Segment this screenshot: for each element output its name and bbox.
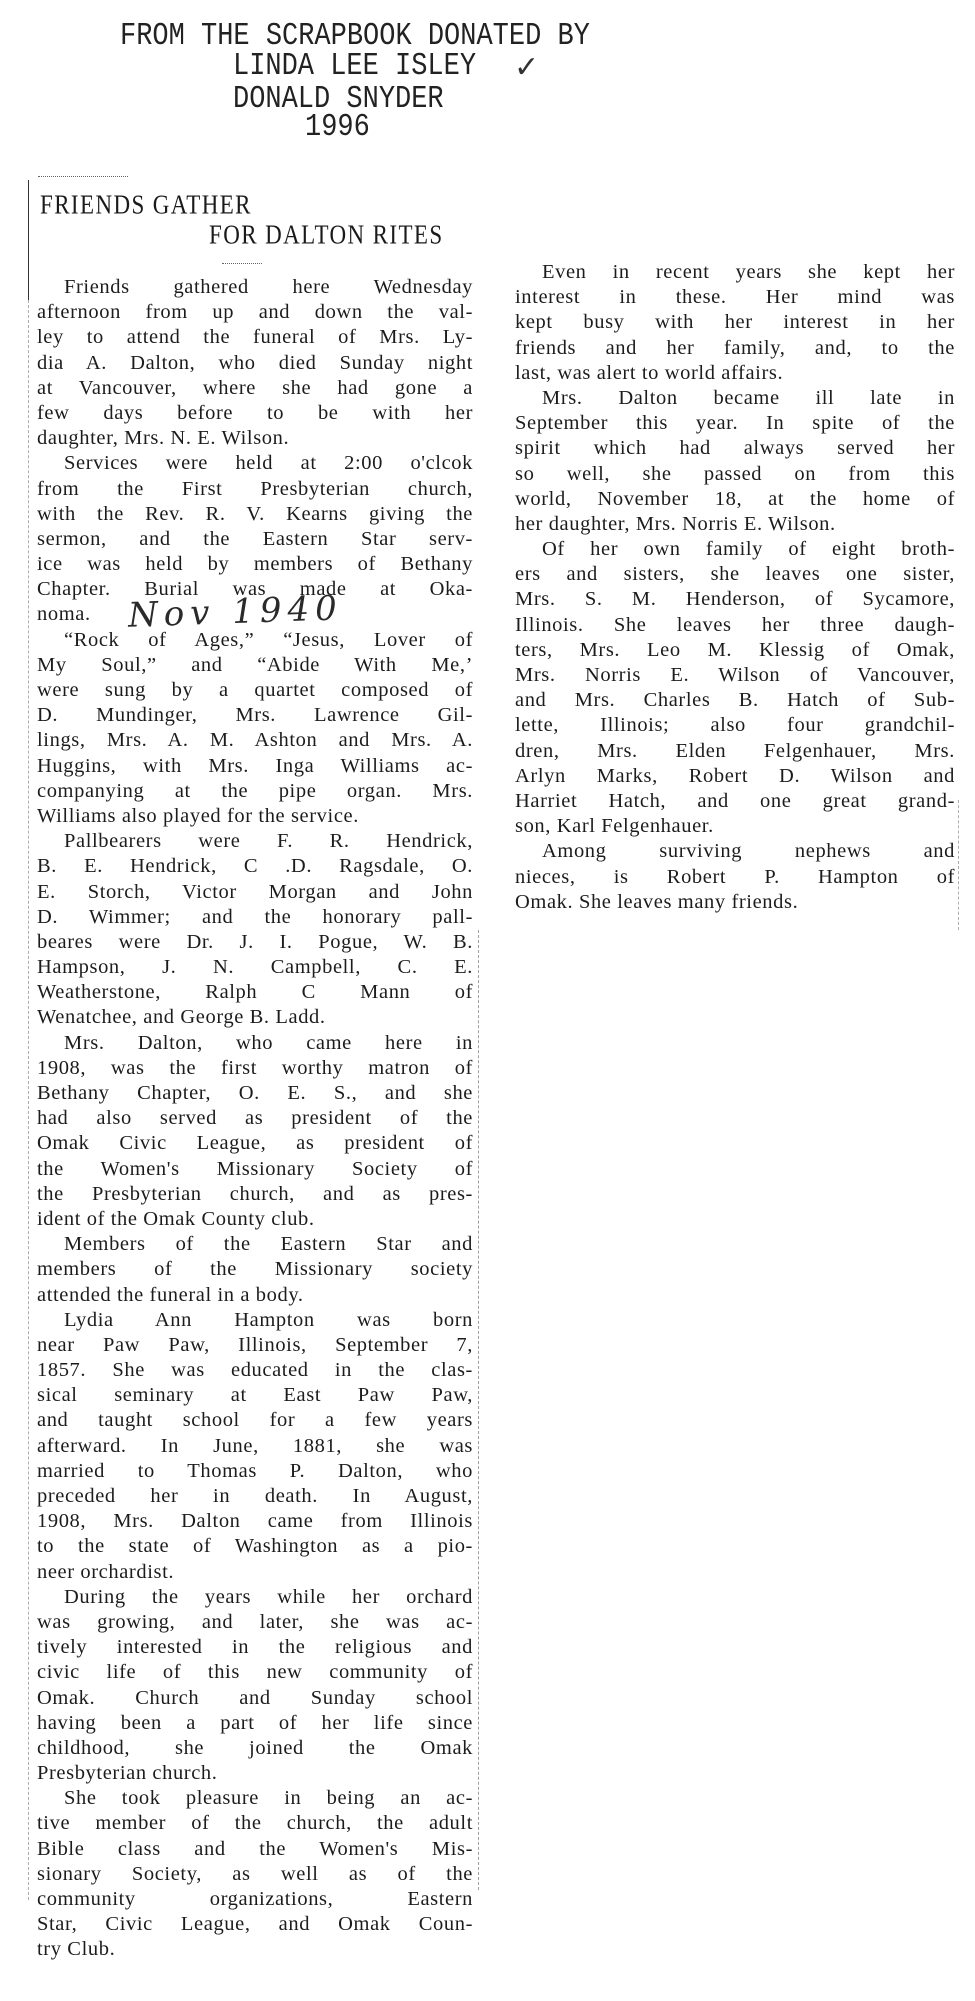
article-text-line: and taught school for a few years	[37, 1409, 473, 1432]
article-text-line: interest in these. Her mind was	[515, 286, 955, 309]
article-text-line: 1857. She was educated in the clas-	[37, 1359, 473, 1382]
article-text-line: Huggins, with Mrs. Inga Williams ac-	[37, 754, 473, 777]
article-text-line: few days before to be with her	[37, 401, 473, 424]
article-text-line: Harriet Hatch, and one great grand-	[515, 789, 955, 812]
article-text-line: at Vancouver, where she had gone a	[37, 376, 473, 399]
article-text-line: son, Karl Felgenhauer.	[515, 815, 714, 838]
article-text-line: nieces, is Robert P. Hampton of	[515, 865, 955, 888]
article-text-line: her daughter, Mrs. Norris E. Wilson.	[515, 512, 836, 535]
article-text-line: the Women's Missionary Society of	[37, 1157, 473, 1180]
article-text-line: Omak Civic League, as president of	[37, 1132, 473, 1155]
article-text-line: preceded her in death. In August,	[37, 1485, 473, 1507]
article-text-line: ley to attend the funeral of Mrs. Ly-	[37, 326, 473, 349]
article-text-line: from the First Presbyterian church,	[37, 477, 473, 500]
header-year: 1996	[305, 110, 370, 146]
article-text-line: Wenatchee, and George B. Ladd.	[37, 1006, 326, 1029]
article-text-line: Star, Civic League, and Omak Coun-	[37, 1913, 473, 1936]
article-text-line: civic life of this new community of	[37, 1661, 473, 1684]
article-text-line: lings, Mrs. A. M. Ashton and Mrs. A.	[37, 729, 473, 752]
article-text-line: had also served as president of the	[37, 1107, 473, 1130]
article-text-line: During the years while her orchard	[64, 1585, 473, 1608]
article-text-line: Chapter. Burial was made at Oka-	[37, 578, 473, 601]
article-text-line: 1908, was the first worthy matron of	[37, 1056, 473, 1079]
article-text-line: afternoon from up and down the val-	[37, 301, 473, 324]
article-text-line: Bethany Chapter, O. E. S., and she	[37, 1082, 473, 1104]
article-text-line: married to Thomas P. Dalton, who	[37, 1459, 473, 1482]
article-text-line: ters, Mrs. Leo M. Klessig of Omak,	[515, 638, 955, 661]
article-text-line: tive member of the church, the adult	[37, 1812, 473, 1835]
article-text-line: attended the funeral in a body.	[37, 1283, 304, 1306]
article-text-line: was growing, and later, she was ac-	[37, 1610, 473, 1633]
clipping-edge-divider	[38, 176, 128, 177]
article-text-line: and Mrs. Charles B. Hatch of Sub-	[515, 689, 955, 712]
article-right-column	[515, 260, 955, 915]
article-text-line: dren, Mrs. Elden Felgenhauer, Mrs.	[515, 739, 955, 762]
article-text-line: Mrs. S. M. Henderson, of Sycamore,	[515, 588, 955, 611]
article-paragraph	[515, 839, 955, 915]
clipping-right-edge	[958, 800, 959, 930]
article-text-line: sionary Society, as well as of the	[37, 1862, 473, 1885]
article-text-line: were sung by a quartet composed of	[37, 679, 473, 701]
article-text-line: She took pleasure in being an ac-	[64, 1787, 473, 1810]
article-text-line: with the Rev. R. V. Kearns giving the	[37, 502, 473, 525]
article-left-column	[37, 275, 473, 1963]
article-text-line: Services were held at 2:00 o'clcok	[64, 452, 473, 475]
article-text-line: kept busy with her interest in her	[515, 311, 955, 334]
article-text-line: Even in recent years she kept her	[542, 261, 955, 283]
article-text-line: Omak. Church and Sunday school	[37, 1686, 473, 1709]
article-text-line: noma.	[37, 603, 91, 626]
article-text-line: Bible class and the Women's Mis-	[37, 1837, 473, 1860]
article-text-line: E. Storch, Victor Morgan and John	[37, 880, 473, 903]
article-text-line: tively interested in the religious and	[37, 1636, 473, 1659]
article-text-line: friends and her family, and, to the	[515, 336, 955, 359]
clipping-left-edge	[28, 180, 29, 300]
article-paragraph	[37, 1308, 473, 1585]
header-donor-name-2: DONALD SNYDER	[233, 82, 444, 118]
article-paragraph	[515, 260, 955, 386]
clipping-left-edge-faint	[28, 300, 29, 1900]
article-text-line: community organizations, Eastern	[37, 1888, 473, 1910]
article-text-line: Friends gathered here Wednesday	[64, 276, 473, 298]
article-text-line: the Presbyterian church, and as pres-	[37, 1182, 473, 1205]
article-text-line: My Soul,” and “Abide With Me,’	[37, 653, 473, 676]
headline-line-2: FOR DALTON RITES	[209, 219, 444, 250]
article-text-line: “Rock of Ages,” “Jesus, Lover of	[64, 628, 473, 651]
article-text-line: daughter, Mrs. N. E. Wilson.	[37, 427, 290, 450]
article-paragraph	[37, 628, 473, 830]
article-text-line: September this year. In spite of the	[515, 412, 955, 435]
article-paragraph	[515, 537, 955, 839]
article-text-line: Omak. She leaves many friends.	[515, 890, 799, 913]
article-text-line: try Club.	[37, 1938, 116, 1961]
article-paragraph	[37, 1031, 473, 1233]
handwritten-check-icon: ✓	[514, 50, 540, 85]
article-text-line: afterward. In June, 1881, she was	[37, 1434, 473, 1457]
headline-line-1: FRIENDS GATHER	[40, 189, 252, 220]
article-text-line: Mrs. Dalton became ill late in	[542, 386, 955, 409]
article-text-line: Mrs. Dalton, who came here in	[64, 1031, 473, 1054]
article-text-line: Williams also played for the service.	[37, 804, 359, 827]
article-text-line: Arlyn Marks, Robert D. Wilson and	[515, 764, 955, 787]
article-text-line: ident of the Omak County club.	[37, 1207, 315, 1230]
article-paragraph	[37, 1786, 473, 1962]
article-text-line: childhood, she joined the Omak	[37, 1736, 473, 1759]
article-paragraph	[37, 1232, 473, 1308]
article-text-line: Presbyterian church.	[37, 1762, 218, 1785]
article-text-line: world, November 18, at the home of	[515, 487, 955, 510]
header-donated-by: FROM THE SCRAPBOOK DONATED BY	[120, 19, 590, 55]
article-text-line: sical seminary at East Paw Paw,	[37, 1384, 473, 1407]
article-text-line: neer orchardist.	[37, 1560, 175, 1583]
article-text-line: spirit which had always served her	[515, 437, 955, 460]
article-text-line: 1908, Mrs. Dalton came from Illinois	[37, 1510, 473, 1533]
article-text-line: Hampson, J. N. Campbell, C. E.	[37, 956, 473, 979]
column-divider	[478, 930, 479, 1890]
article-text-line: Weatherstone, Ralph C Mann of	[37, 981, 473, 1004]
article-text-line: near Paw Paw, Illinois, September 7,	[37, 1333, 473, 1356]
article-text-line: beares were Dr. J. I. Pogue, W. B.	[37, 930, 473, 953]
article-text-line: last, was alert to world affairs.	[515, 361, 784, 384]
article-text-line: Of her own family of eight broth-	[542, 538, 955, 561]
article-text-line: ers and sisters, she leaves one sister,	[515, 563, 955, 586]
article-text-line: ice was held by members of Bethany	[37, 553, 473, 576]
article-text-line: sermon, and the Eastern Star serv-	[37, 527, 473, 550]
article-text-line: Mrs. Norris E. Wilson of Vancouver,	[515, 664, 955, 686]
article-text-line: Members of the Eastern Star and	[64, 1233, 473, 1256]
headline-divider	[222, 263, 262, 264]
article-text-line: Illinois. She leaves her three daugh-	[515, 613, 955, 636]
article-paragraph	[37, 1585, 473, 1787]
article-paragraph	[37, 829, 473, 1031]
article-text-line: to the state of Washington as a pio-	[37, 1535, 473, 1558]
article-text-line: companying at the pipe organ. Mrs.	[37, 779, 473, 802]
article-text-line: dia A. Dalton, who died Sunday night	[37, 351, 473, 374]
header-donor-name: LINDA LEE ISLEY	[233, 49, 477, 85]
article-paragraph	[515, 386, 955, 537]
handwritten-date-annotation: Nov 1940	[127, 588, 344, 636]
article-text-line: so well, she passed on from this	[515, 462, 955, 485]
article-paragraph	[37, 275, 473, 451]
article-text-line: D. Wimmer; and the honorary pall-	[37, 905, 473, 928]
article-text-line: members of the Missionary society	[37, 1258, 473, 1281]
article-text-line: having been a part of her life since	[37, 1711, 473, 1734]
article-text-line: Lydia Ann Hampton was born	[64, 1308, 473, 1331]
article-text-line: D. Mundinger, Mrs. Lawrence Gil-	[37, 704, 473, 727]
article-text-line: lette, Illinois; also four grandchil-	[515, 714, 955, 737]
article-text-line: Among surviving nephews and	[542, 840, 955, 863]
article-text-line: B. E. Hendrick, C .D. Ragsdale, O.	[37, 855, 473, 878]
article-text-line: Pallbearers were F. R. Hendrick,	[64, 830, 473, 853]
